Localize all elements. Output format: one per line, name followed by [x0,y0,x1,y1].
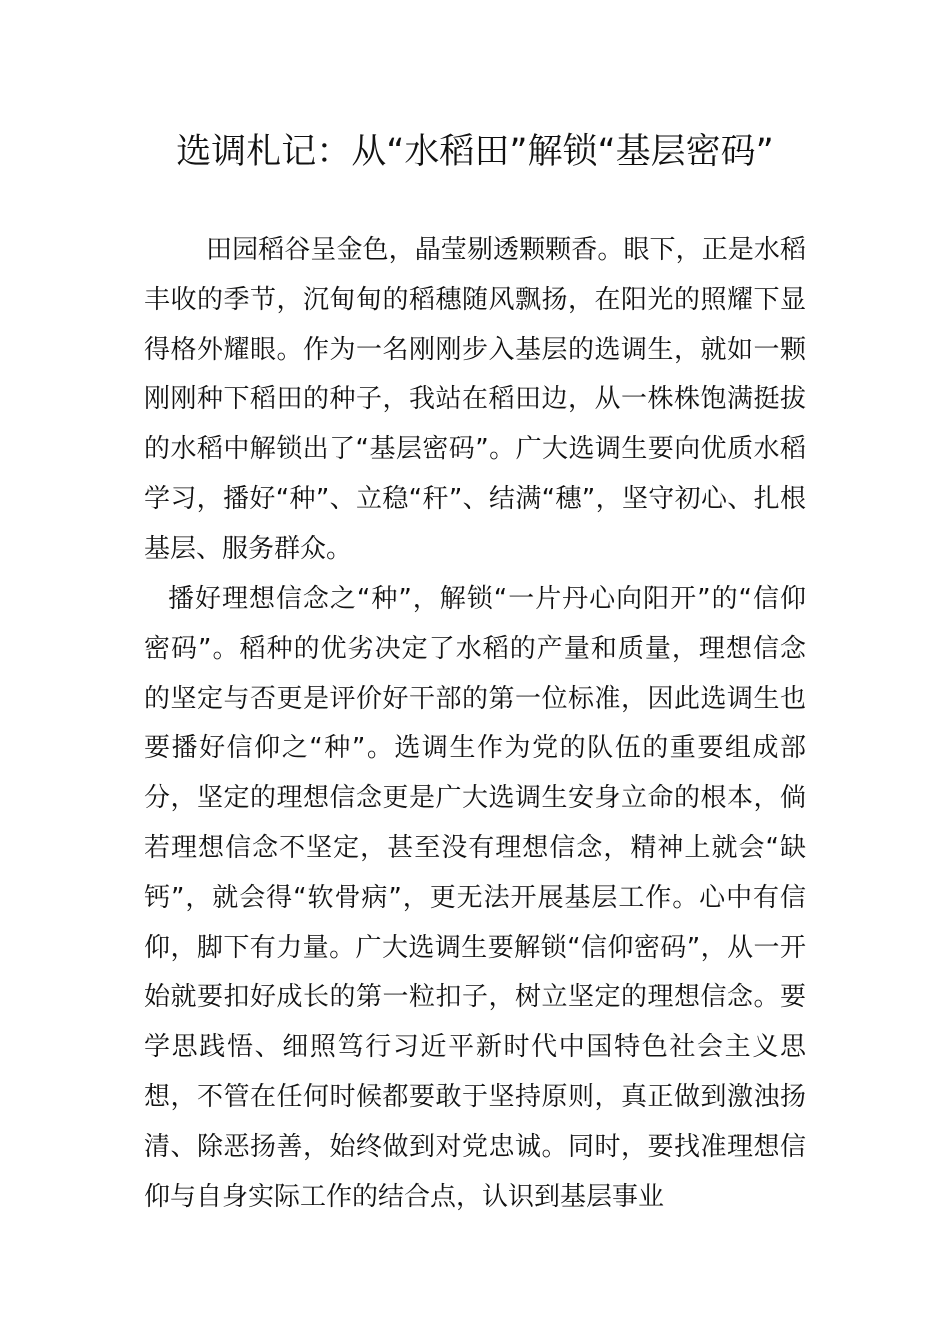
paragraph-faith-seed: 播好理想信念之“种”，解锁“一片丹心向阳开”的“信仰密码”。稻种的优劣决定了水稻的产量和质量，理想信念的坚定与否更是评价好干部的第一位标准，因此选调生也要播好信仰之“种”。选调生作为党的队伍的重要组成部分，坚定的理想信念更是广大选调生安身立命的根本，倘若理想信念不坚定，甚至没有理想信念，精神上就会“缺钙”，就会得“软骨病”，更无法开展基层工作。心中有信仰，脚下有力量。广大选调生要解锁“信仰密码”，从一开始就要扣好成长的第一粒扣子，树立坚定的理想信念。要学思践悟、细照笃行习近平新时代中国特色社会主义思想，不管在任何时候都要敢于坚持原则，真正做到激浊扬清、除恶扬善，始终做到对党忠诚。同时，要找准理想信仰与自身实际工作的结合点，认识到基层事业 [144,584,806,1212]
paragraph-intro: 田园稻谷呈金色，晶莹剔透颗颗香。眼下，正是水稻丰收的季节，沉甸甸的稻穗随风飘扬，在阳光的照耀下显得格外耀眼。作为一名刚刚步入基层的选调生，就如一颗刚刚种下稻田的种子，我站在稻田边，从一株株饱满挺拔的水稻中解锁出了“基层密码”。广大选调生要向优质水稻学习，播好“种”、立稳“秆”、结满“穗”，坚守初心、扎根基层、服务群众。 [144,235,806,564]
document-title: 选调札记：从“水稻田”解锁“基层密码” [176,132,774,172]
